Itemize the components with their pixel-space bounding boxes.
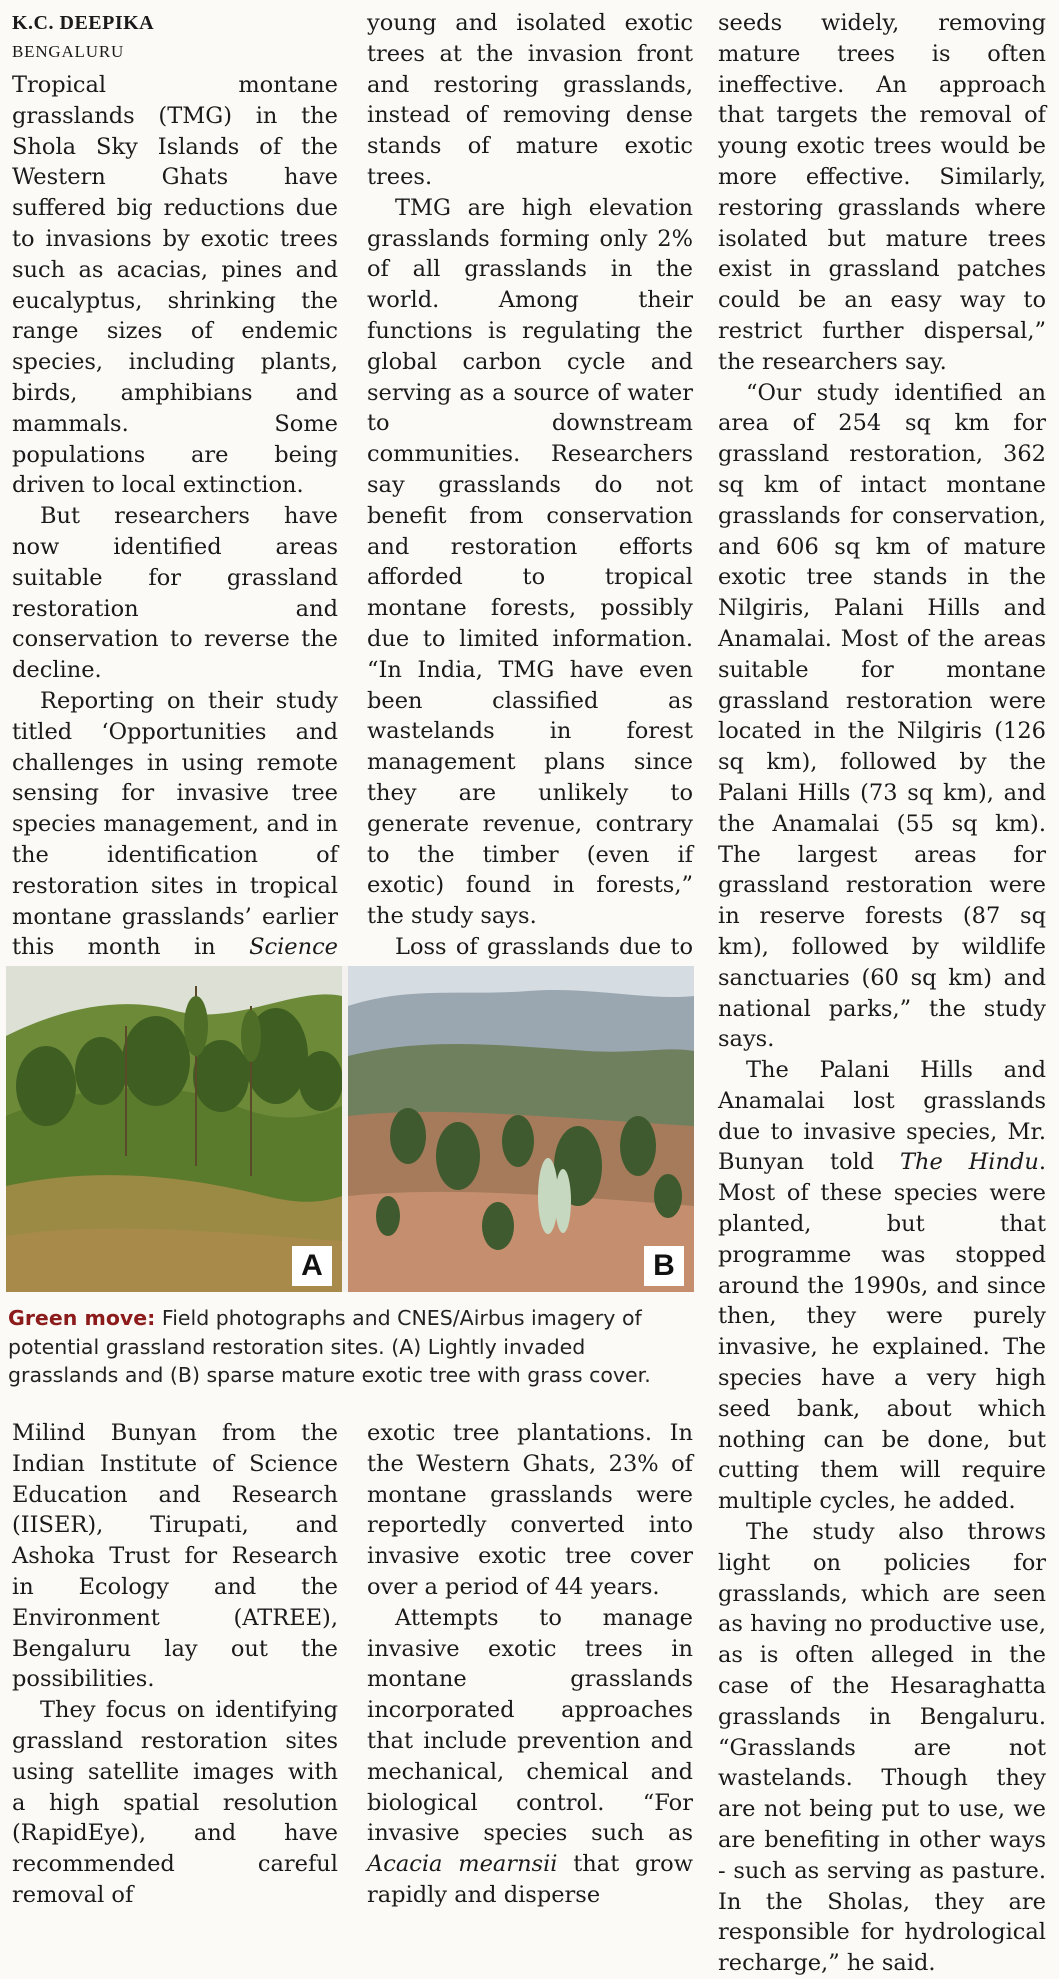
species-name: Acacia mearnsii: [367, 1851, 558, 1878]
article-column-5: [367, 1418, 693, 1908]
text-run: Reporting on their study titled ‘Opportunities and challenges in using remote sensing for invasive tree species management, and in the identification of restoration sites in tropical montane grasslands’ earlier this month in: [12, 687, 338, 961]
paragraph: Loss of grasslands due to: [395, 933, 693, 960]
article-column-1: [12, 70, 338, 968]
paragraph: TMG are high elevation grasslands forming only 2% of all grasslands in the world. Among their functions is regulating the global carbon cycle and serving as a source of water to downstream communities. Researchers say grasslands do not benefit from conservation and restoration efforts afforded to tropical montane forests, possibly due to limited information. “In India, TMG have even been classified as wastelands in forest management plans since they are unlikely to generate revenue, contrary to the timber (even if exotic) found in forests,” the study says.: [367, 194, 693, 930]
article-column-3: [718, 8, 1047, 1977]
paragraph: [718, 1055, 1046, 1517]
article-column-2: [367, 8, 693, 968]
photo-label-b: B: [644, 1246, 684, 1286]
byline-author: K.C. DEEPIKA: [12, 12, 155, 34]
photo-panel: [6, 966, 694, 1292]
byline-location: BENGALURU: [12, 42, 125, 61]
paragraph: Milind Bunyan from the Indian Institute of Science Education and Research (IISER), Tirupati, and Ashoka Trust for Research in Ecology and the Environment (ATREE), Bengaluru lay out the possibilities.: [12, 1420, 338, 1693]
text-run: Attempts to manage invasive exotic trees in montane grasslands incorporated approaches that include prevention and mechanical, chemical and biological control. “For invasive species such as: [367, 1604, 693, 1847]
aerial-illustration: [348, 966, 694, 1292]
publication-name: Science: [249, 934, 338, 961]
paragraph: [367, 1603, 693, 1911]
text-run: that grow rapidly and disperse: [367, 1851, 693, 1908]
paragraph: They focus on identifying grassland restoration sites using satellite images with a high spatial resolution (RapidEye), and have recommended careful removal of: [12, 1697, 338, 1908]
caption-lead: Green move:: [8, 1306, 156, 1330]
article-column-4: [12, 1418, 338, 1908]
newspaper-name: The Hindu: [900, 1149, 1039, 1176]
paragraph: But researchers have now identified areas suitable for grassland restoration and conservation to reverse the decline.: [12, 503, 338, 684]
text-run: The Palani Hills and Anamalai lost grasslands due to invasive species, Mr. Bunyan told: [718, 1057, 1046, 1176]
paragraph: seeds widely, removing mature trees is often ineffective. An approach that targets the removal of young exotic trees would be more effective. Similarly, restoring grasslands where isolated but mature trees exist in grassland patches could be an easy way to restrict further dispersal,” the researchers say.: [718, 10, 1046, 375]
paragraph: exotic tree plantations. In the Western Ghats, 23% of montane grasslands were reportedly converted into invasive exotic tree cover over a period of 44 years.: [367, 1420, 693, 1600]
photo-b-aerial: [348, 966, 694, 1292]
grassland-illustration: [6, 966, 342, 1292]
paragraph: “Our study identified an area of 254 sq km for grassland restoration, 362 sq km of intact montane grasslands for conservation, and 606 sq km of mature exotic tree stands in the Nilgiris, Palani Hills and Anamalai. Most of the areas suitable for montane grassland restoration were located in the Nilgiris (126 sq km), followed by the Palani Hills (73 sq km), and the Anamalai (55 sq km). The largest areas for grassland restoration were in reserve forests (87 sq km), followed by wildlife sanctuaries (60 sq km) and national parks,” the study says.: [718, 379, 1046, 1053]
paragraph: Tropical montane grasslands (TMG) in the Shola Sky Islands of the Western Ghats have suffered big reductions due to invasions by exotic trees such as acacias, pines and eucalyptus, shrinking the range sizes of endemic species, including plants, birds, amphibians and mammals. Some populations are being driven to local extinction.: [12, 72, 338, 499]
paragraph: The study also throws light on policies for grasslands, which are seen as having no productive use, as is often alleged in the case of the Hesaraghatta grasslands in Bengaluru. “Grasslands are not wastelands. Though they are not being put to use, we are benefiting in other ways - such as serving as pasture. In the Sholas, they are responsible for hydrological recharge,” he said.: [718, 1519, 1046, 1977]
paragraph: young and isolated exotic trees at the invasion front and restoring grasslands, instead of removing dense stands of mature exotic trees.: [367, 10, 693, 190]
photo-caption: [8, 1304, 698, 1390]
caption-text: Field photographs and CNES/Airbus imagery of potential grassland restoration sites. (A) Lightly invaded grasslands and (B) sparse mature exotic tree with grass cover.: [8, 1306, 651, 1387]
photo-a-grassland: [6, 966, 342, 1292]
photo-label-a: A: [292, 1246, 332, 1286]
text-run: . Most of these species were planted, but that programme was stopped around the 1990s, and since then, they were purely invasive, he explained. The species have a very high seed bank, about which nothing can be done, but cutting them will require multiple cycles, he added.: [718, 1149, 1047, 1515]
